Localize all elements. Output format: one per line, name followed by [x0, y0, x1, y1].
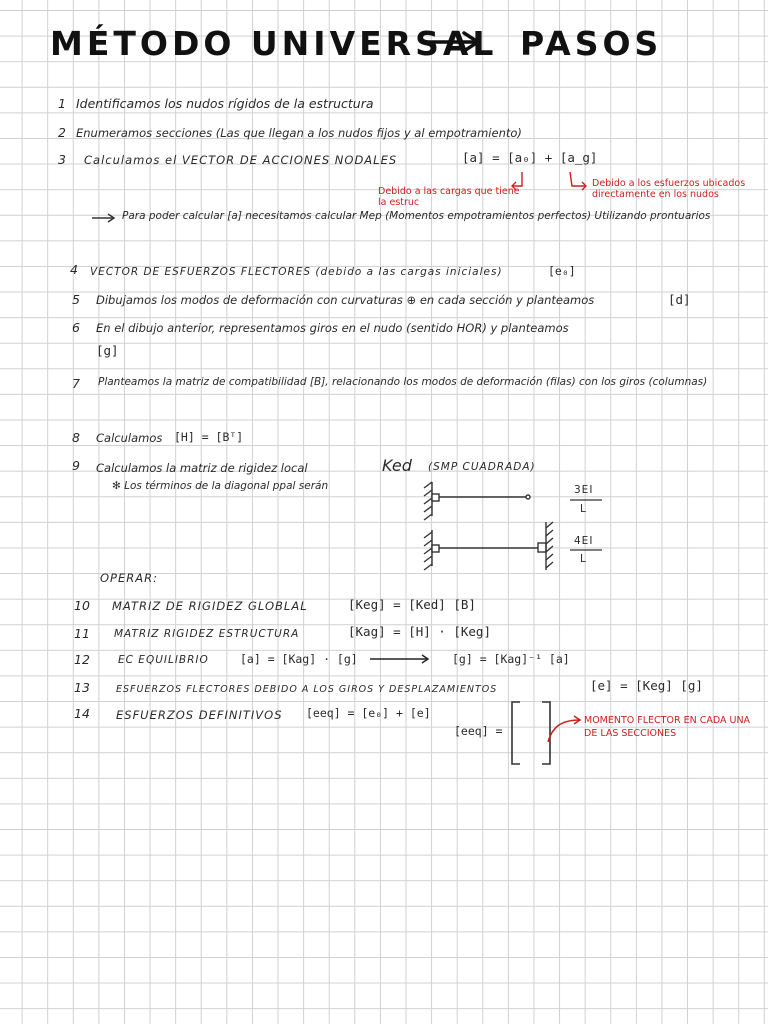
step-2-number: 2 [58, 125, 66, 140]
step-13-number: 13 [74, 680, 90, 695]
step-7-text: Planteamos la matriz de compatibilidad [B], relacionando los modos de deformación (filas) con los giros (columnas) [98, 376, 708, 388]
note-node-forces: Debido a los esfuerzos ubicados directamente en los nudos [592, 178, 746, 200]
step-9-text: Calculamos la matriz de rigidez local [96, 461, 308, 475]
red-curved-arrow-icon [548, 716, 580, 742]
step-3-formula: [a] = [a₀] + [a_g] [462, 150, 598, 165]
step-11-number: 11 [74, 626, 90, 641]
arrow-right-icon [92, 214, 114, 222]
step-5-text: Dibujamos los modos de deformación con curvaturas ⊕ en cada sección y planteamos [96, 293, 595, 307]
step-12-text: EC EQUILIBRIO [118, 654, 209, 666]
step-10-text: MATRIZ DE RIGIDEZ GLOBLAL [112, 599, 308, 613]
step-8-formula: [H] = [Bᵀ] [174, 430, 244, 444]
step-1-number: 1 [58, 96, 66, 111]
operar-label: OPERAR: [100, 571, 158, 585]
title-arrow-icon [422, 33, 478, 51]
long-arrow-icon [370, 655, 428, 663]
step-9-extra: (SMP CUADRADA) [428, 461, 536, 473]
step-2-text: Enumeramos secciones (Las que llegan a los nudos fijos y al empotramiento) [76, 126, 522, 140]
step-9-formula: Ked [382, 456, 412, 475]
step-6-number: 6 [72, 320, 80, 335]
note-loads: Debido a las cargas que tiene la estruc [378, 186, 520, 208]
step-14-number: 14 [74, 706, 90, 721]
step-7-number: 7 [72, 376, 80, 391]
beam-sketch-pinned [424, 482, 530, 520]
matrix-bracket [512, 702, 550, 764]
beam-sketch-fixed [424, 522, 553, 570]
step-13-formula: [e] = [Keg] [g] [590, 678, 703, 693]
fraction-1-top: 3EI [574, 484, 594, 496]
step-4-text: VECTOR DE ESFUERZOS FLECTORES (debido a las cargas iniciales) [90, 266, 503, 278]
step-4-formula: [e₀] [548, 264, 576, 278]
title-left: MÉTODO UNIVERSAL [50, 24, 498, 63]
step-6-formula: [g] [96, 343, 119, 358]
title-right: PASOS [520, 24, 663, 63]
step-14-formula: [eeq] = [e₀] + [e] [306, 706, 431, 720]
eeq-label: [eeq] = [454, 724, 503, 738]
step-3-arrow-text: Para poder calcular [a] necesitamos calcular Mep (Momentos empotramientos perfectos) Utilizando prontuarios [122, 210, 711, 222]
step-8-number: 8 [72, 430, 80, 445]
step-8-text: Calculamos [96, 431, 163, 445]
step-10-formula: [Keg] = [Ked] [B] [348, 597, 476, 612]
step-12-formula: [a] = [Kag] · [g] [240, 652, 358, 666]
step-3-number: 3 [58, 152, 66, 167]
step-5-number: 5 [72, 292, 80, 307]
fraction-1-bottom: L [580, 503, 586, 515]
step-4-number: 4 [70, 262, 78, 277]
step-11-text: MATRIZ RIGIDEZ ESTRUCTURA [114, 628, 300, 640]
step-14-text: ESFUERZOS DEFINITIVOS [116, 708, 283, 722]
step-10-number: 10 [74, 598, 90, 613]
fraction-2-bottom: L [580, 553, 586, 565]
step-12-number: 12 [74, 652, 90, 667]
step-13-text: ESFUERZOS FLECTORES DEBIDO A LOS GIROS Y DESPLAZAMIENTOS [116, 684, 498, 695]
step-9-number: 9 [72, 458, 80, 473]
step-5-formula: [d] [668, 292, 691, 307]
step-12-result: [g] = [Kag]⁻¹ [a] [452, 652, 570, 666]
red-arrow-right-icon [570, 172, 586, 190]
moment-note: MOMENTO FLECTOR EN CADA UNA DE LAS SECCIONES [584, 715, 751, 739]
step-1-text: Identificamos los nudos rígidos de la estructura [76, 96, 374, 111]
step-6-text: En el dibujo anterior, representamos giros en el nudo (sentido HOR) y planteamos [96, 321, 569, 335]
step-11-formula: [Kag] = [H] · [Keg] [348, 624, 491, 639]
step-9-note: ✻ Los términos de la diagonal ppal serán [112, 480, 329, 492]
red-arrow-left-icon [512, 172, 522, 190]
step-3-text: Calculamos el VECTOR DE ACCIONES NODALES [84, 153, 398, 167]
fraction-2-top: 4EI [574, 535, 594, 547]
